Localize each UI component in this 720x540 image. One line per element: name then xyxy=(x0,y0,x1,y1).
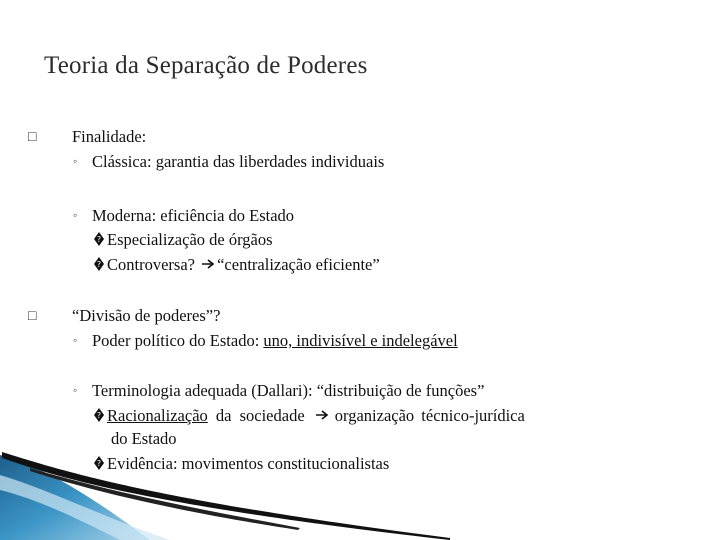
subitem-text: Evidência: movimentos constitucionalistas xyxy=(107,454,390,473)
missing-glyph-icon xyxy=(93,231,105,247)
level2-bullet: ◦ xyxy=(73,383,78,397)
subitem-controversa xyxy=(93,255,380,275)
missing-glyph-icon xyxy=(93,407,105,423)
section-heading-divisao: “Divisão de poderes”? xyxy=(72,306,221,325)
level2-bullet: ◦ xyxy=(73,333,78,347)
subitem-text-after: “centralização eficiente” xyxy=(217,255,380,274)
subitem-text: Controversa? xyxy=(107,255,195,274)
section-heading-finalidade: Finalidade: xyxy=(72,127,147,146)
item-moderna: Moderna: eficiência do Estado xyxy=(92,206,295,225)
slide-title: Teoria da Separação de Poderes xyxy=(44,52,368,79)
svg-text:?: ? xyxy=(96,260,102,269)
subitem-underlined: Racionalização xyxy=(107,406,208,425)
subitem-text: Especialização de órgãos xyxy=(107,230,273,249)
subitem-text-after: organização técnico-jurídica xyxy=(334,406,525,425)
svg-text:?: ? xyxy=(96,459,102,468)
item-text: Poder político do Estado: xyxy=(92,331,264,350)
item-classica: Clássica: garantia das liberdades individuais xyxy=(92,152,385,171)
subitem-text-mid: da sociedade xyxy=(207,406,305,425)
subitem-racionalizacao xyxy=(93,406,525,426)
subitem-continuation: do Estado xyxy=(111,429,177,448)
svg-text:?: ? xyxy=(96,235,102,244)
level2-bullet: ◦ xyxy=(73,154,78,168)
arrow-right-icon xyxy=(201,258,215,270)
svg-text:?: ? xyxy=(96,411,102,420)
arrow-right-icon xyxy=(315,409,329,421)
level1-bullet: □ xyxy=(28,130,37,145)
item-underlined: uno, indivisível e indelegável xyxy=(263,331,458,350)
item-terminologia: Terminologia adequada (Dallari): “distribuição de funções” xyxy=(92,381,485,400)
level2-bullet: ◦ xyxy=(73,208,78,222)
subitem-especializacao xyxy=(93,230,273,250)
missing-glyph-icon xyxy=(93,256,105,272)
item-poder-politico xyxy=(92,331,458,351)
decorative-swoosh xyxy=(0,440,460,540)
level1-bullet: □ xyxy=(28,309,37,324)
